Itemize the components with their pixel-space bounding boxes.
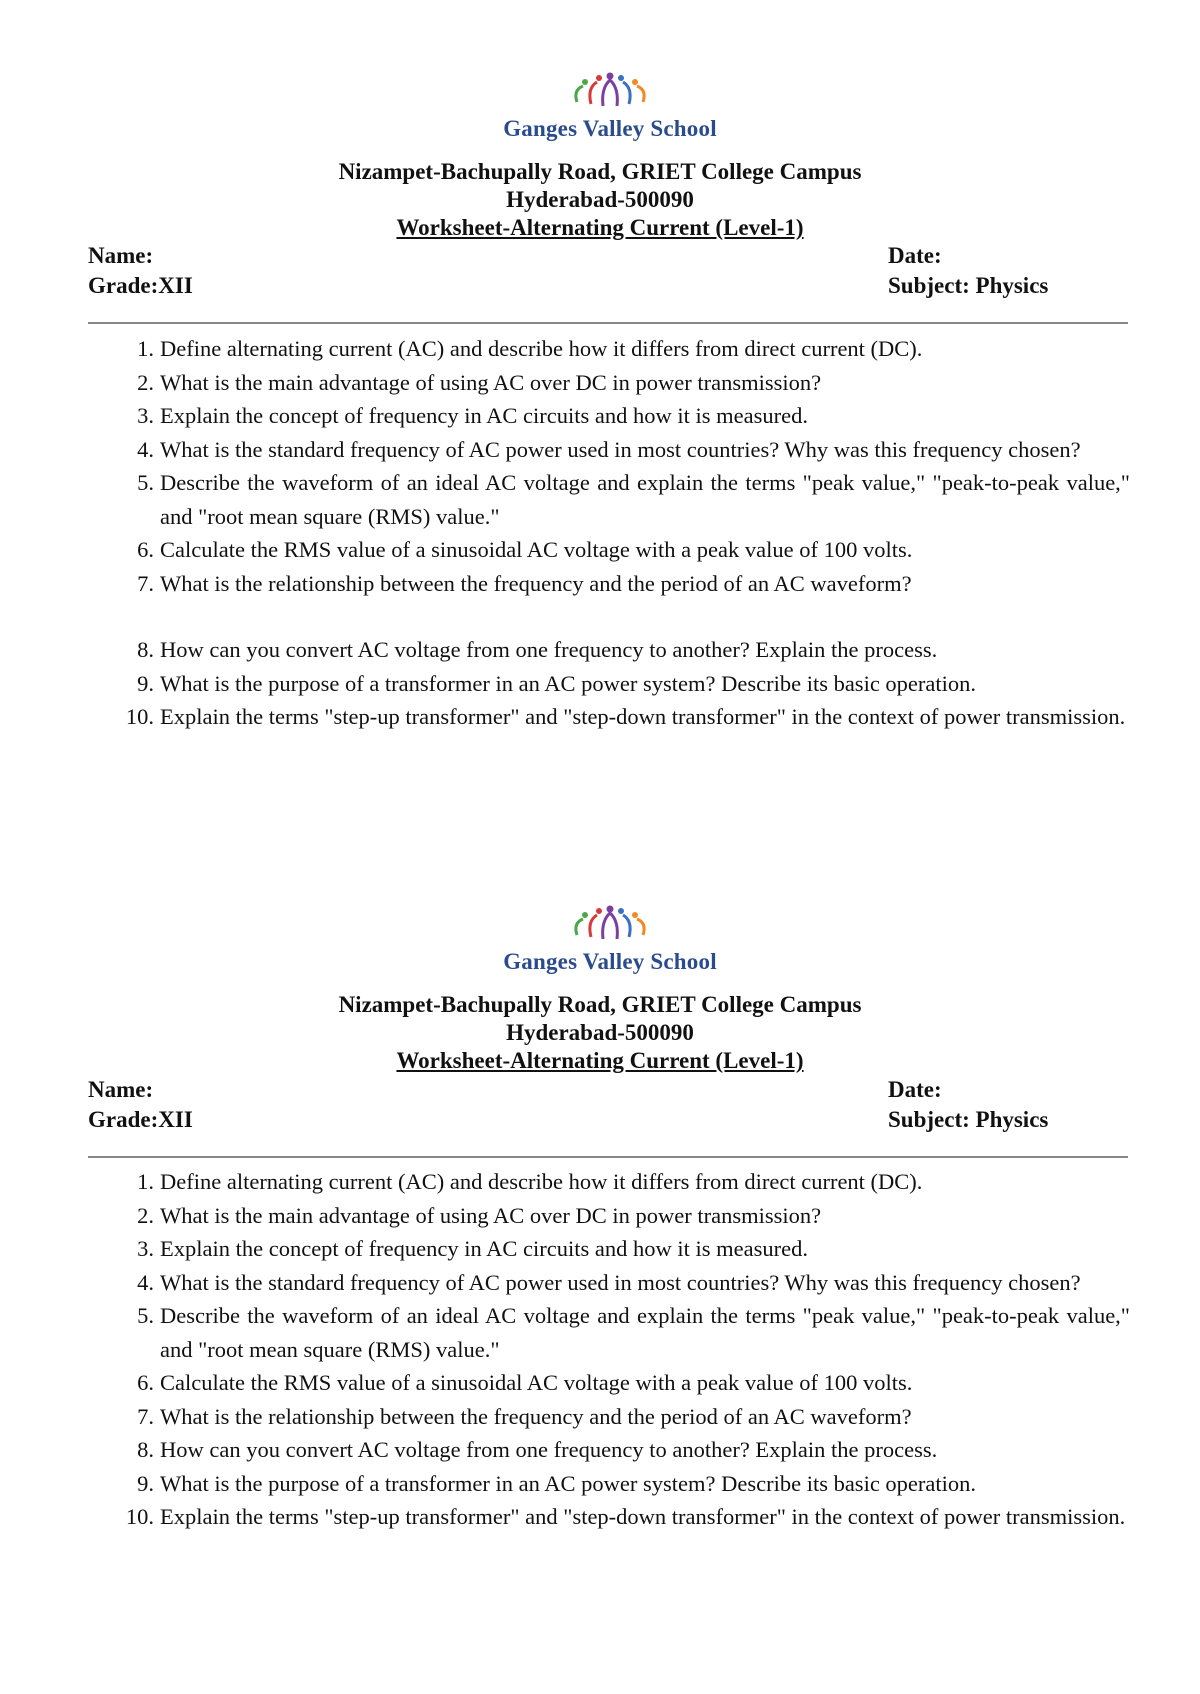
question-item: 9. What is the purpose of a transformer in an AC power system? Describe its basic operation. [137,670,977,696]
school-emblem-icon [565,72,655,112]
question-item: 3. Explain the concept of frequency in AC circuits and how it is measured. [137,1236,808,1261]
question-item: 1. Define alternating current (AC) and describe how it differs from direct current (DC). [137,1169,923,1194]
question-item: 6. Calculate the RMS value of a sinusoidal AC voltage with a peak value of 100 volts. [137,1370,913,1395]
worksheet-title-text: Worksheet-Alternating Current (Level-1) [396,215,804,240]
address-line-2: Hyderabad-500090 [506,187,694,212]
question-item: 4. What is the standard frequency of AC power used in most countries? Why was this frequency chosen? [137,436,1081,462]
school-emblem-icon [565,905,655,945]
address-line-2: Hyderabad-500090 [506,1020,694,1045]
question-item: 10. Explain the terms "step-up transformer" and "step-down transformer" in the context of power transmission. [125,1504,1126,1529]
list-spacer [118,600,1130,633]
question-item: 7. What is the relationship between the frequency and the period of an AC waveform? [137,570,912,596]
header-divider [88,1156,1128,1158]
name-field: Name: [88,1077,154,1102]
subject-field: Subject: Physics [888,1107,1049,1132]
school-name: Ganges Valley School [503,116,717,141]
question-item: 3. Explain the concept of frequency in AC circuits and how it is measured. [137,403,808,428]
header-divider [88,322,1128,324]
question-item: 10. Explain the terms "step-up transformer" and "step-down transformer" in the context of power transmission. [125,704,1126,729]
school-name: Ganges Valley School [503,949,717,974]
subject-field: Subject: Physics [888,273,1049,298]
question-item: 6. Calculate the RMS value of a sinusoidal AC voltage with a peak value of 100 volts. [137,537,913,562]
grade-field: Grade:XII [88,1107,193,1132]
address-line-1: Nizampet-Bachupally Road, GRIET College Campus [338,159,862,184]
question-item: 1. Define alternating current (AC) and describe how it differs from direct current (DC). [137,336,923,361]
address-line-1: Nizampet-Bachupally Road, GRIET College Campus [338,992,862,1017]
question-item: 4. What is the standard frequency of AC power used in most countries? Why was this frequency chosen? [137,1269,1081,1295]
question-item: 2. What is the main advantage of using AC over DC in power transmission? [137,369,822,395]
question-item: 2. What is the main advantage of using AC over DC in power transmission? [137,1202,822,1228]
worksheet-title [0,214,1200,242]
question-list [118,332,1130,734]
school-logo [490,905,730,980]
question-item: 7. What is the relationship between the frequency and the period of an AC waveform? [137,1403,912,1429]
date-field: Date: [888,1077,942,1102]
question-list [118,1165,1130,1534]
name-field: Name: [88,243,154,268]
worksheet-title-text: Worksheet-Alternating Current (Level-1) [396,1048,804,1073]
question-item: 8. How can you convert AC voltage from one frequency to another? Explain the process. [137,637,938,662]
question-item: 8. How can you convert AC voltage from one frequency to another? Explain the process. [137,1437,938,1462]
grade-field: Grade:XII [88,273,193,298]
question-item: 5. Describe the waveform of an ideal AC voltage and explain the terms "peak value," "peak-to-peak value," and "root mean square (RMS) value." [137,470,1130,529]
question-item: 9. What is the purpose of a transformer in an AC power system? Describe its basic operation. [137,1470,977,1496]
worksheet-title [0,1047,1200,1075]
school-logo [490,72,730,147]
question-item: 5. Describe the waveform of an ideal AC voltage and explain the terms "peak value," "peak-to-peak value," and "root mean square (RMS) value." [137,1303,1130,1362]
date-field: Date: [888,243,942,268]
